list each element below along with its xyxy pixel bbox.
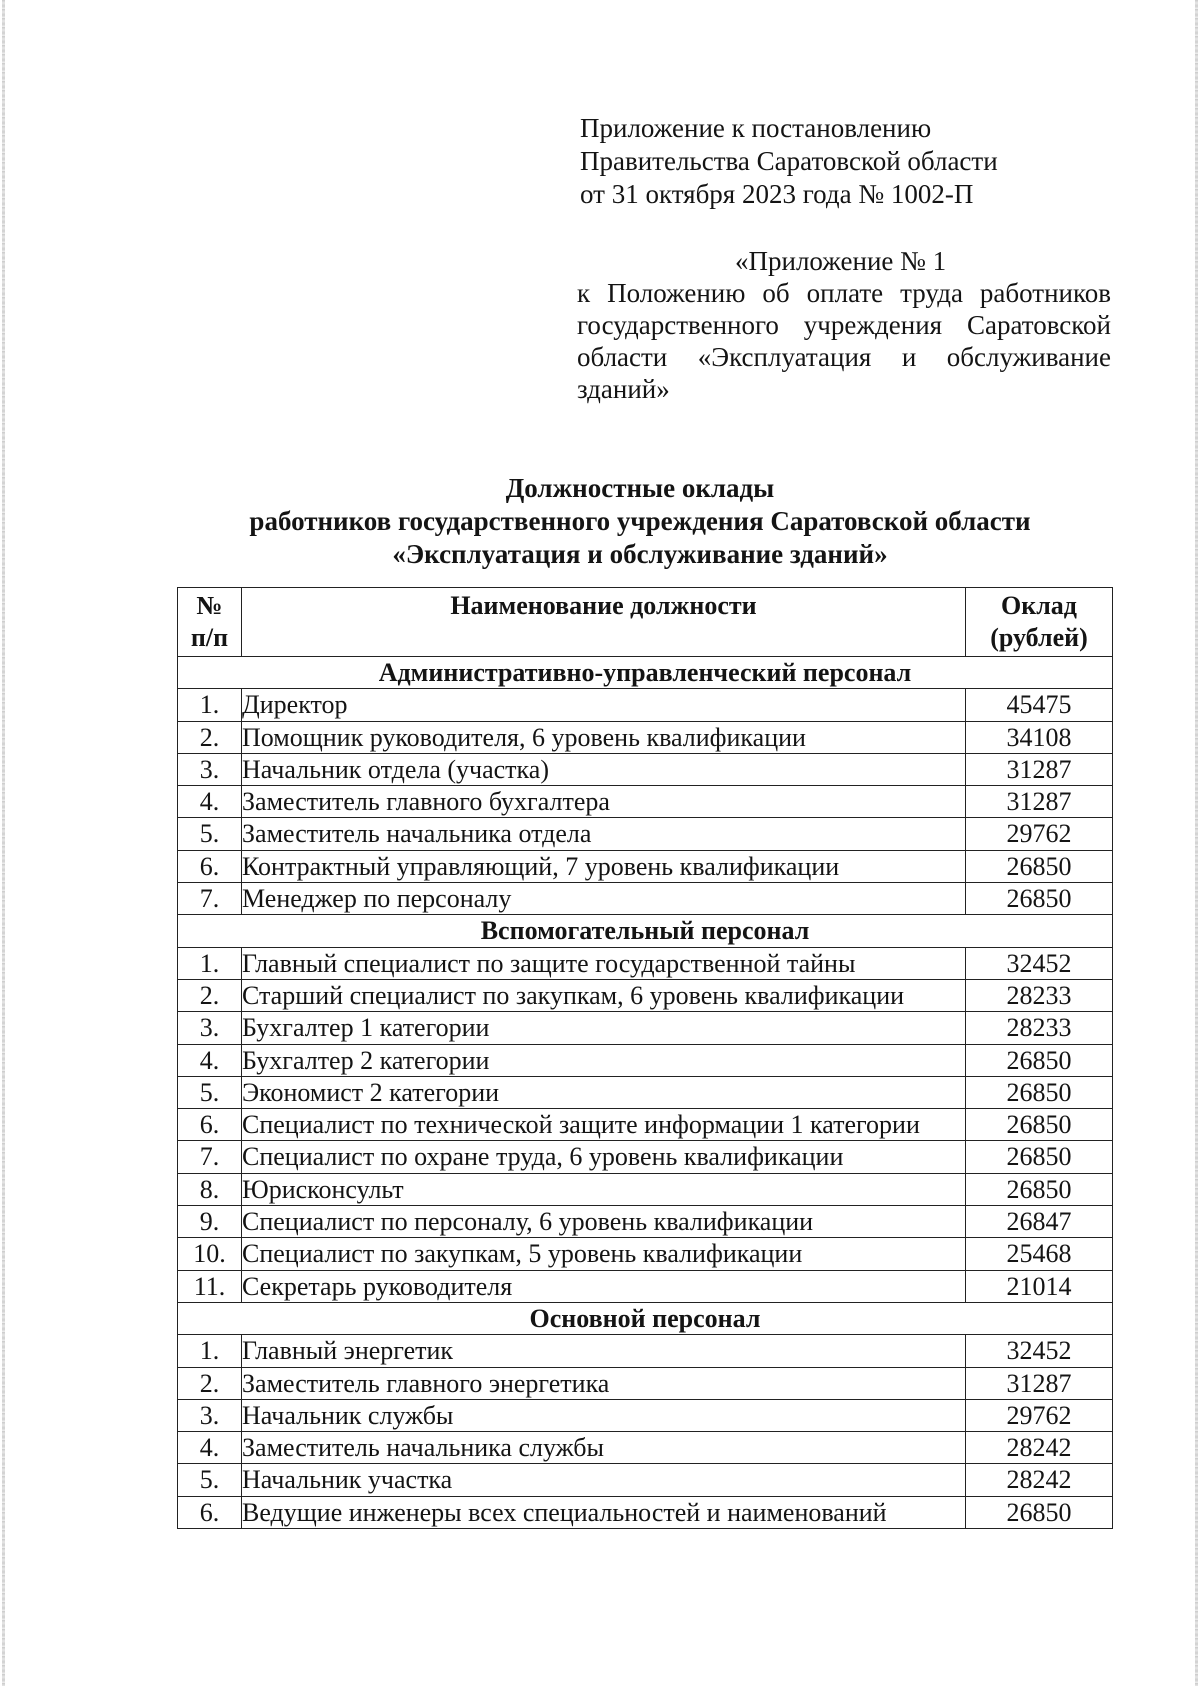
header-number bbox=[178, 588, 242, 657]
row-number: 8. bbox=[178, 1173, 242, 1205]
position-name: Начальник участка bbox=[242, 1464, 966, 1496]
row-number: 7. bbox=[178, 1141, 242, 1173]
table-body bbox=[178, 657, 1113, 1529]
section-title: Административно-управленческий персонал bbox=[178, 657, 1113, 689]
position-name: Специалист по технической защите информации 1 категории bbox=[242, 1109, 966, 1141]
appendix-block bbox=[577, 245, 1111, 405]
position-name: Заместитель начальника отдела bbox=[242, 818, 966, 850]
row-number: 1. bbox=[178, 1335, 242, 1367]
position-name: Заместитель главного энергетика bbox=[242, 1367, 966, 1399]
salary-value: 45475 bbox=[966, 689, 1113, 721]
position-name: Бухгалтер 2 категории bbox=[242, 1044, 966, 1076]
header-position: Наименование должности bbox=[242, 588, 966, 657]
row-number: 2. bbox=[178, 979, 242, 1011]
salary-value: 28233 bbox=[966, 1012, 1113, 1044]
table-row bbox=[178, 1206, 1113, 1238]
salary-value: 29762 bbox=[966, 818, 1113, 850]
position-name: Заместитель начальника службы bbox=[242, 1432, 966, 1464]
section-title: Вспомогательный персонал bbox=[178, 915, 1113, 947]
row-number: 4. bbox=[178, 1044, 242, 1076]
row-number: 6. bbox=[178, 1109, 242, 1141]
salary-value: 32452 bbox=[966, 947, 1113, 979]
table-row bbox=[178, 1432, 1113, 1464]
position-name: Помощник руководителя, 6 уровень квалификации bbox=[242, 721, 966, 753]
salary-value: 21014 bbox=[966, 1270, 1113, 1302]
row-number: 4. bbox=[178, 1432, 242, 1464]
table-row bbox=[178, 1270, 1113, 1302]
position-name: Секретарь руководителя bbox=[242, 1270, 966, 1302]
row-number: 1. bbox=[178, 689, 242, 721]
position-name: Главный энергетик bbox=[242, 1335, 966, 1367]
position-name: Начальник службы bbox=[242, 1399, 966, 1431]
table-row bbox=[178, 1173, 1113, 1205]
approval-block bbox=[580, 112, 998, 211]
document-title bbox=[160, 472, 1120, 571]
salary-value: 32452 bbox=[966, 1335, 1113, 1367]
salary-value: 26850 bbox=[966, 1076, 1113, 1108]
table-row bbox=[178, 850, 1113, 882]
position-name: Юрисконсульт bbox=[242, 1173, 966, 1205]
salary-value: 29762 bbox=[966, 1399, 1113, 1431]
row-number: 5. bbox=[178, 1076, 242, 1108]
salary-table bbox=[177, 587, 1113, 1529]
row-number: 2. bbox=[178, 1367, 242, 1399]
header-salary-line: (рублей) bbox=[990, 623, 1088, 652]
row-number: 6. bbox=[178, 1496, 242, 1528]
approval-line: Приложение к постановлению bbox=[580, 113, 932, 143]
header-number-line: № bbox=[196, 591, 223, 620]
table-row bbox=[178, 753, 1113, 785]
salary-value: 34108 bbox=[966, 721, 1113, 753]
appendix-number: «Приложение № 1 bbox=[735, 246, 947, 276]
position-name: Специалист по закупкам, 5 уровень квалификации bbox=[242, 1238, 966, 1270]
position-name: Экономист 2 категории bbox=[242, 1076, 966, 1108]
salary-value: 28233 bbox=[966, 979, 1113, 1011]
table-row bbox=[178, 1496, 1113, 1528]
salary-value: 26850 bbox=[966, 1496, 1113, 1528]
section-row bbox=[178, 1302, 1113, 1334]
title-line: работников государственного учреждения Саратовской области bbox=[249, 506, 1031, 536]
scan-edge-left bbox=[2, 0, 5, 1686]
salary-value: 28242 bbox=[966, 1464, 1113, 1496]
row-number: 3. bbox=[178, 1012, 242, 1044]
salary-value: 25468 bbox=[966, 1238, 1113, 1270]
table-row bbox=[178, 1399, 1113, 1431]
row-number: 5. bbox=[178, 1464, 242, 1496]
table-row bbox=[178, 786, 1113, 818]
appendix-text: к Положению об оплате труда работников государственного учреждения Саратовской области «Эксплуатация и обслуживание зданий» bbox=[577, 278, 1111, 404]
title-line: «Эксплуатация и обслуживание зданий» bbox=[392, 539, 888, 569]
salary-value: 26850 bbox=[966, 1141, 1113, 1173]
table-row bbox=[178, 1012, 1113, 1044]
table-row bbox=[178, 1076, 1113, 1108]
scan-edge-right bbox=[1195, 0, 1198, 1686]
position-name: Заместитель главного бухгалтера bbox=[242, 786, 966, 818]
table-row bbox=[178, 818, 1113, 850]
row-number: 5. bbox=[178, 818, 242, 850]
table-row bbox=[178, 689, 1113, 721]
table-row bbox=[178, 1141, 1113, 1173]
table-row bbox=[178, 1464, 1113, 1496]
position-name: Менеджер по персоналу bbox=[242, 883, 966, 915]
salary-value: 26847 bbox=[966, 1206, 1113, 1238]
row-number: 10. bbox=[178, 1238, 242, 1270]
salary-value: 31287 bbox=[966, 1367, 1113, 1399]
salary-value: 31287 bbox=[966, 786, 1113, 818]
row-number: 2. bbox=[178, 721, 242, 753]
table-header-row bbox=[178, 588, 1113, 657]
section-row bbox=[178, 657, 1113, 689]
header-salary-line: Оклад bbox=[1001, 591, 1077, 620]
table-row bbox=[178, 1367, 1113, 1399]
position-name: Главный специалист по защите государственной тайны bbox=[242, 947, 966, 979]
salary-value: 31287 bbox=[966, 753, 1113, 785]
table-row bbox=[178, 947, 1113, 979]
position-name: Начальник отдела (участка) bbox=[242, 753, 966, 785]
table-row bbox=[178, 979, 1113, 1011]
position-name: Старший специалист по закупкам, 6 уровень квалификации bbox=[242, 979, 966, 1011]
table-row bbox=[178, 1109, 1113, 1141]
row-number: 3. bbox=[178, 753, 242, 785]
row-number: 6. bbox=[178, 850, 242, 882]
table-row bbox=[178, 1044, 1113, 1076]
row-number: 9. bbox=[178, 1206, 242, 1238]
table-row bbox=[178, 883, 1113, 915]
salary-value: 26850 bbox=[966, 850, 1113, 882]
position-name: Специалист по охране труда, 6 уровень квалификации bbox=[242, 1141, 966, 1173]
position-name: Ведущие инженеры всех специальностей и наименований bbox=[242, 1496, 966, 1528]
salary-value: 26850 bbox=[966, 1173, 1113, 1205]
salary-value: 26850 bbox=[966, 1109, 1113, 1141]
approval-line: Правительства Саратовской области bbox=[580, 146, 998, 176]
table-row bbox=[178, 721, 1113, 753]
position-name: Директор bbox=[242, 689, 966, 721]
header-number-line: п/п bbox=[190, 623, 229, 652]
table-row bbox=[178, 1335, 1113, 1367]
row-number: 11. bbox=[178, 1270, 242, 1302]
salary-value: 28242 bbox=[966, 1432, 1113, 1464]
position-name: Контрактный управляющий, 7 уровень квалификации bbox=[242, 850, 966, 882]
position-name: Бухгалтер 1 категории bbox=[242, 1012, 966, 1044]
title-line: Должностные оклады bbox=[505, 473, 775, 503]
position-name: Специалист по персоналу, 6 уровень квалификации bbox=[242, 1206, 966, 1238]
row-number: 4. bbox=[178, 786, 242, 818]
section-title: Основной персонал bbox=[178, 1302, 1113, 1334]
section-row bbox=[178, 915, 1113, 947]
table-row bbox=[178, 1238, 1113, 1270]
approval-line: от 31 октября 2023 года № 1002-П bbox=[580, 179, 974, 209]
header-salary bbox=[966, 588, 1113, 657]
salary-value: 26850 bbox=[966, 1044, 1113, 1076]
row-number: 7. bbox=[178, 883, 242, 915]
salary-value: 26850 bbox=[966, 883, 1113, 915]
row-number: 3. bbox=[178, 1399, 242, 1431]
row-number: 1. bbox=[178, 947, 242, 979]
